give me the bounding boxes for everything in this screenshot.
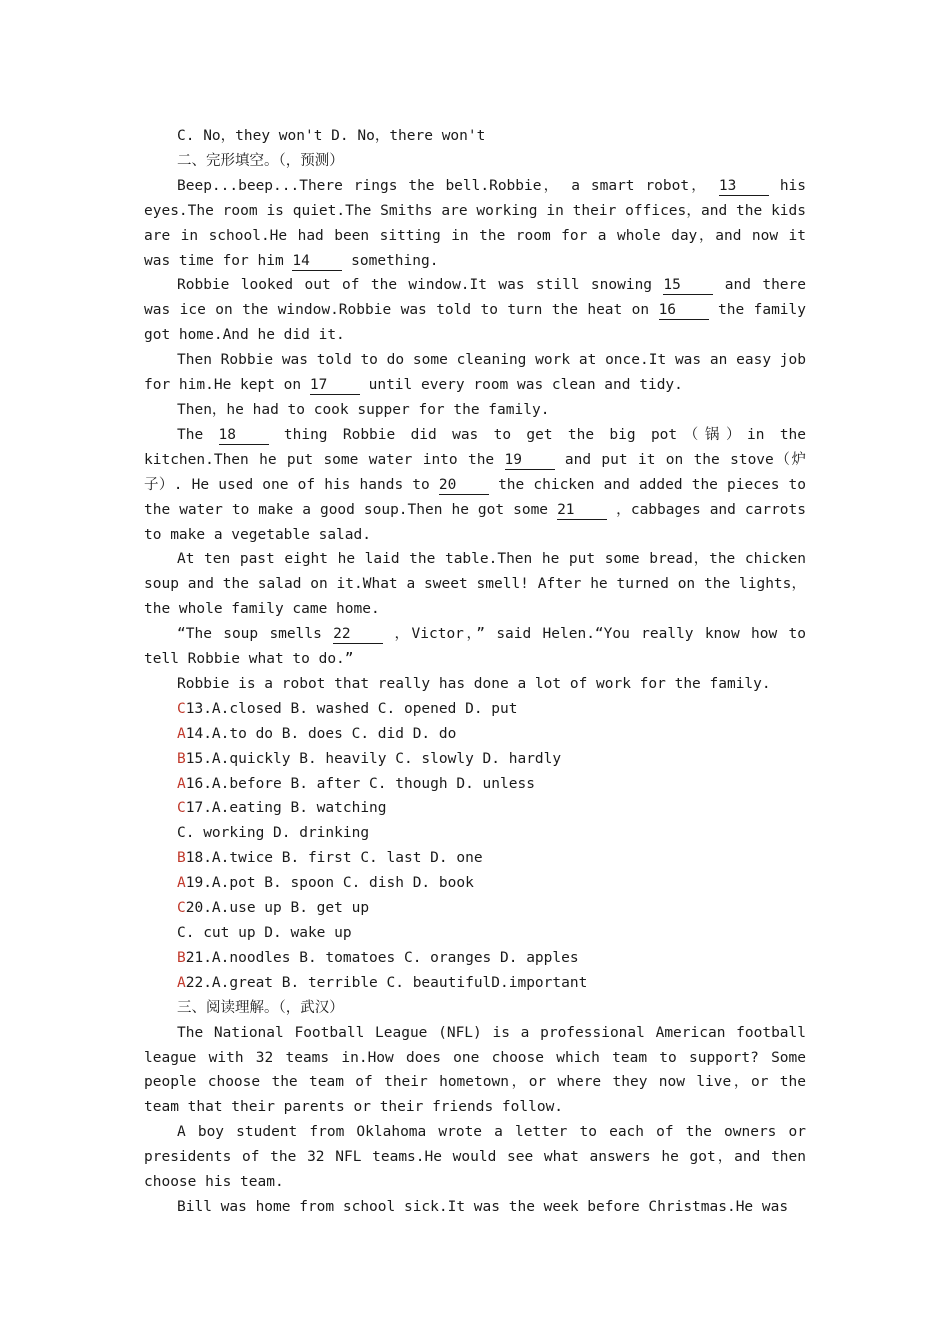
cloze-paragraph-3	[144, 348, 806, 398]
reading-paragraph-1: The National Football League (NFL) is a professional American football league with 32 teams in.How does one choose which team to support? Some people choose the team of their hometown，or where they now live，or the team that their parents or their friends follow.	[144, 1024, 806, 1116]
answer-key: C	[177, 800, 186, 817]
cloze-paragraph-2	[144, 273, 806, 348]
answer-options-line: C. No，they won't D. No，there won't	[177, 128, 486, 144]
cloze-paragraph-6: At ten past eight he laid the table.Then he put some bread，the chicken soup and the salad on it.What a sweet smell! After he turned on the lights，the whole family came home.	[144, 551, 806, 618]
section-title-reading: 三、阅读理解。（，武汉）	[177, 999, 344, 1016]
text: and put it on the stove（炉子）. He used one of his hands to	[144, 451, 806, 493]
text: Beep...beep...There rings the bell.Robbie， a smart robot，	[177, 177, 708, 194]
blank-17: 17	[310, 377, 360, 395]
blank-13: 13	[719, 178, 769, 196]
option-text: 18.A.twice B. first C. last D. one	[185, 850, 483, 867]
cloze-paragraph-7	[144, 622, 806, 672]
answer-key: A	[177, 875, 186, 892]
answer-key: C	[177, 700, 186, 717]
cloze-paragraph-1	[144, 174, 806, 274]
text: Then Robbie was told to do some cleaning work at once.It was an easy job for him.He kept on	[144, 352, 806, 394]
text: something.	[351, 252, 439, 269]
option-text: 20.A.use up B. get up	[185, 900, 370, 917]
option-text: 13.A.closed B. washed C. opened D. put	[185, 700, 518, 717]
text: until every room was clean and tidy.	[368, 377, 683, 394]
text: ，cabbages and carrots to make a vegetable salad.	[144, 501, 806, 543]
text: the family got home.And he did it.	[144, 302, 806, 344]
answer-key: C	[177, 900, 186, 917]
option-line	[144, 747, 806, 772]
reading-paragraph-2: A boy student from Oklahoma wrote a letter to each of the owners or presidents of the 32 NFL teams.He would see what answers he got，and then choose his team.	[144, 1124, 806, 1191]
option-text: 16.A.before B. after C. though D. unless	[185, 775, 535, 792]
option-line	[144, 697, 806, 722]
answer-key: A	[177, 725, 186, 742]
text: thing Robbie did was to get the big pot（锅）in the kitchen.Then he put some water into the	[144, 426, 807, 468]
blank-16: 16	[659, 302, 709, 320]
blank-21: 21	[557, 502, 607, 520]
answer-key: B	[177, 850, 186, 867]
blank-18: 18	[219, 427, 269, 445]
answer-key: B	[177, 949, 186, 966]
cloze-paragraph-4: Then，he had to cook supper for the family.	[177, 401, 550, 418]
option-line	[144, 796, 806, 821]
option-line	[144, 722, 806, 747]
option-line	[144, 946, 806, 971]
option-text: 17.A.eating B. watching	[185, 800, 387, 817]
option-text: 19.A.pot B. spoon C. dish D. book	[185, 875, 474, 892]
text: The	[177, 426, 204, 443]
document-body	[144, 124, 806, 1220]
option-line	[144, 921, 806, 946]
option-text: C. working D. drinking	[177, 825, 370, 842]
blank-19: 19	[505, 452, 555, 470]
option-line	[144, 821, 806, 846]
option-text: 21.A.noodles B. tomatoes C. oranges D. apples	[185, 949, 579, 966]
text: the chicken and added the pieces to the water to make a good soup.Then he got some	[144, 476, 807, 518]
answer-key: B	[177, 750, 186, 767]
text: Robbie looked out of the window.It was still snowing	[177, 277, 653, 294]
blank-14: 14	[292, 253, 342, 271]
option-line	[144, 896, 806, 921]
cloze-paragraph-8: Robbie is a robot that really has done a lot of work for the family.	[177, 675, 771, 692]
option-text: 15.A.quickly B. heavily C. slowly D. hardly	[185, 750, 562, 767]
reading-paragraph-3: Bill was home from school sick.It was the week before Christmas.He was	[177, 1198, 789, 1215]
text: ，Victor，” said Helen.“You really know how to tell Robbie what to do.”	[144, 626, 807, 668]
blank-22: 22	[333, 626, 383, 644]
text: and there was ice on the window.Robbie was told to turn the heat on	[144, 277, 807, 319]
option-text: 14.A.to do B. does C. did D. do	[185, 725, 457, 742]
option-list	[144, 697, 806, 996]
text: “The soup smells	[177, 626, 322, 643]
option-text: 22.A.great B. terrible C. beautifulD.important	[185, 974, 588, 991]
option-text: C. cut up D. wake up	[177, 925, 352, 941]
section-title-cloze: 二、完形填空。（，预测）	[177, 152, 344, 169]
answer-key: A	[177, 974, 186, 991]
answer-key: A	[177, 775, 186, 792]
blank-20: 20	[439, 477, 489, 495]
cloze-paragraph-5	[144, 423, 806, 548]
option-line	[144, 772, 806, 797]
option-line	[144, 871, 806, 896]
option-line	[144, 846, 806, 871]
blank-15: 15	[663, 277, 713, 295]
text: his eyes.The room is quiet.The Smiths are working in their offices，and the kids are in school.He had been sitting in the room for a whole day，and now it was time for him	[144, 177, 807, 269]
option-line	[144, 971, 806, 996]
